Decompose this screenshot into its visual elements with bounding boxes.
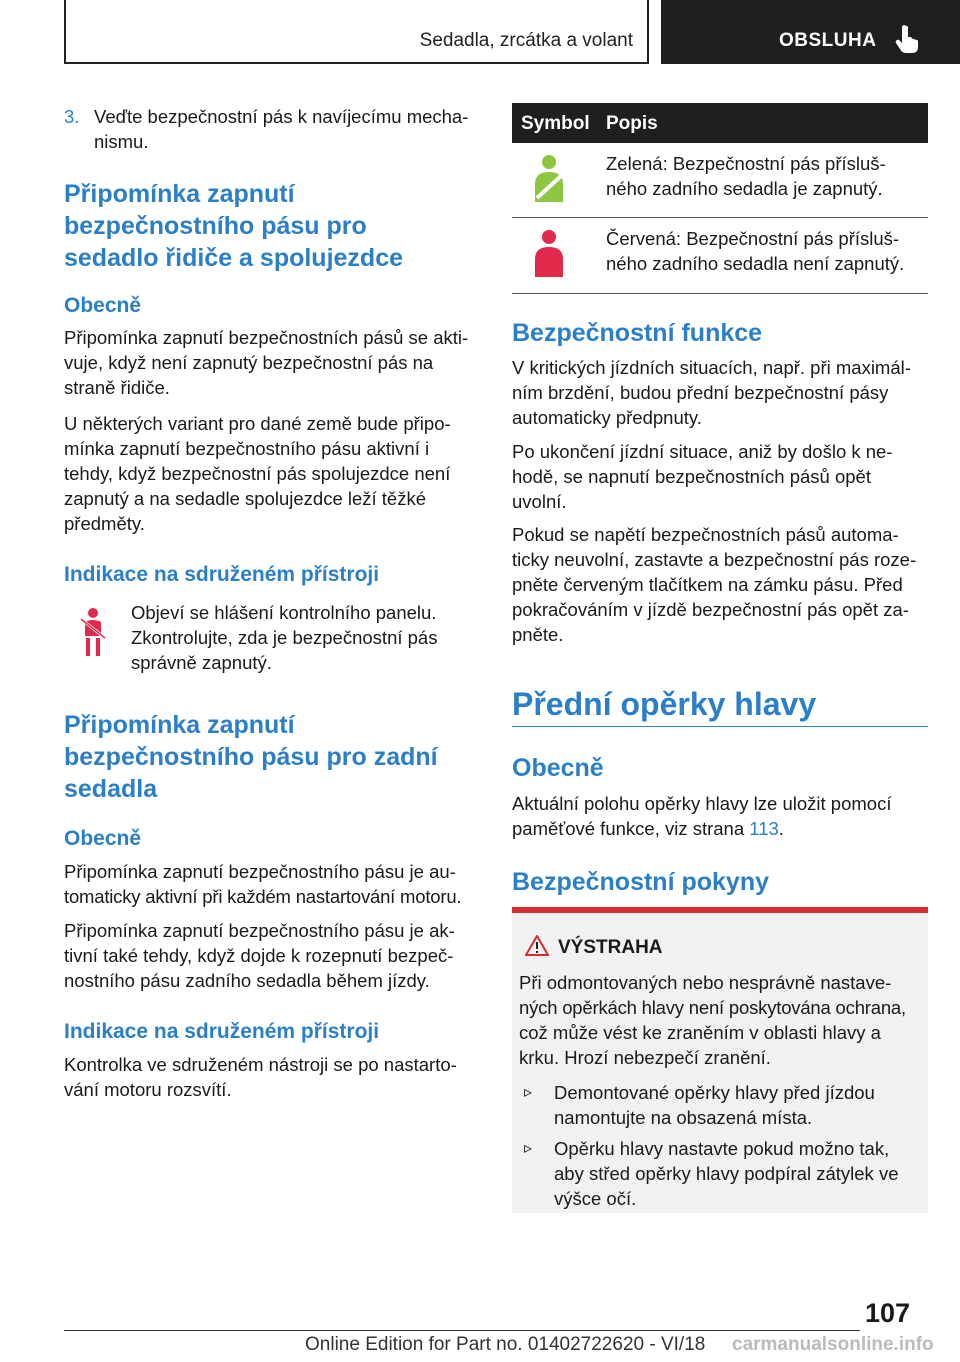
warning-text: Při odmontovaných nebo nesprávně nastave- ných opěrkách hlavy není poskytována ochrana, což může vést ke zraněním v oblasti hlavy a krku. Hrozí nebezpečí zranění. (519, 972, 906, 1068)
paragraph: Aktuální polohu opěrky hlavy lze uložit pomocí paměťové funkce, viz strana 113. (512, 793, 892, 839)
symbol-table-header (512, 103, 928, 143)
step-text-line: nismu. (94, 131, 149, 152)
paragraph: Připomínka zapnutí bezpečnostních pásů se akti- vuje, když není zapnutý bezpečnostní pás na straně řidiče. (64, 327, 469, 398)
bullet-marker: ▹ (524, 1140, 533, 1157)
indication-text: Objeví se hlášení kontrolního panelu. Zkontrolujte, zda je bezpečnostní pás správně zapnutý. (131, 602, 438, 673)
hand-pointer-icon (894, 24, 922, 54)
row-desc-line: Zelená: Bezpečnostní pás přísluš- (606, 153, 886, 174)
page-link-113[interactable]: 113 (749, 818, 779, 839)
chapter-heading-headrests: Přední opěrky hlavy (512, 686, 928, 727)
section-label: OBSLUHA (779, 30, 877, 51)
column-header-symbol: Symbol (521, 113, 590, 134)
paragraph: Po ukončení jízdní situace, aniž by došlo k ne- hodě, se napnutí bezpečnostních pásů opět uvolní. (512, 441, 893, 512)
seatbelt-unfastened-red-icon (531, 229, 567, 279)
warning-title: VÝSTRAHA (558, 937, 663, 958)
heading-front-seatbelt-reminder: Připomínka zapnutí bezpečnostního pásu pro sedadlo řidiče a spolujezdce (64, 180, 404, 272)
warning-box: VÝSTRAHA Při odmontovaných nebo nesprávně nastave- ných opěrkách hlavy není poskytována ochrana, což může vést ke zraněním v oblasti hlavy a krku. Hrozí nebezpečí zranění. ▹ Demontované opěrky hlavy před jízdou namontujte na obsazená místa. ▹ Opěrku hlavy nastavte pokud možno tak, aby střed opěrky hlavy podpíral zátylek ve výšce očí. (512, 907, 928, 1213)
table-row (512, 218, 928, 294)
bullet-marker: ▹ (524, 1084, 533, 1101)
step-text-line: Veďte bezpečnostní pás k navíjecímu mecha- (94, 106, 469, 127)
seatbelt-fastened-green-icon (531, 154, 567, 204)
step-number: 3. (64, 106, 80, 127)
row-desc-line: ného zadního sedadla je zapnutý. (606, 178, 883, 199)
paragraph: Kontrolka ve sdruženém nástroji se po nastarto- vání motoru rozsvítí. (64, 1054, 457, 1100)
header-chapter-box (64, 0, 649, 64)
footer-divider (64, 1330, 860, 1331)
seatbelt-warning-icon (76, 606, 110, 658)
subheading-cluster-indication: Indikace na sdruženém přístroji (64, 1020, 380, 1043)
paragraph: Pokud se napětí bezpečnostních pásů automa- ticky neuvolní, zastavte a bezpečnostní pás roze- pněte červeným tlačítkem na zámku pásu. Před pokračováním v jízdě bezpečnostní pás opět za- pněte. (512, 524, 917, 645)
chapter-title: Sedadla, zrcátka a volant (419, 30, 633, 51)
heading-rear-seatbelt-reminder: Připomínka zapnutí bezpečnostního pásu pro zadní sedadla (64, 711, 438, 803)
subheading-general: Obecně (64, 827, 142, 850)
table-row (512, 143, 928, 218)
paragraph: Připomínka zapnutí bezpečnostního pásu je ak- tivní také tehdy, když dojde k rozepnutí bezpeč- nostního pásu zadního sedadla během jízdy. (64, 920, 455, 991)
paragraph: U některých variant pro dané země bude připo- mínka zapnutí bezpečnostního pásu aktivní i tehdy, když bezpečnostní pás spolujezdce není zapnutý a na sedadle spolujezdce leží těžké předměty. (64, 413, 451, 534)
subheading-general: Obecně (512, 754, 604, 782)
heading-safety-functions: Bezpečnostní funkce (512, 319, 763, 347)
page-number: 107 (865, 1298, 911, 1328)
header-section-tab[interactable] (661, 0, 960, 64)
edition-text: Online Edition for Part no. 01402722620 - VI/18 (305, 1334, 706, 1355)
row-desc-line: Červená: Bezpečnostní pás přísluš- (606, 228, 900, 249)
paragraph: V kritických jízdních situacích, např. při maximál- ním brzdění, budou přední bezpečnostní pásy automaticky předpnuty. (512, 357, 911, 428)
paragraph: Připomínka zapnutí bezpečnostního pásu je au- tomaticky aktivní při každém nastartování motoru. (64, 861, 462, 907)
subheading-cluster-indication: Indikace na sdruženém přístroji (64, 563, 380, 586)
heading-safety-instructions: Bezpečnostní pokyny (512, 868, 769, 896)
watermark: carmanualsonline.info (732, 1334, 934, 1355)
subheading-general: Obecně (64, 294, 142, 317)
column-header-description: Popis (606, 113, 658, 134)
warning-triangle-icon (525, 935, 549, 956)
row-desc-line: ného zadního sedadla není zapnutý. (606, 253, 905, 274)
